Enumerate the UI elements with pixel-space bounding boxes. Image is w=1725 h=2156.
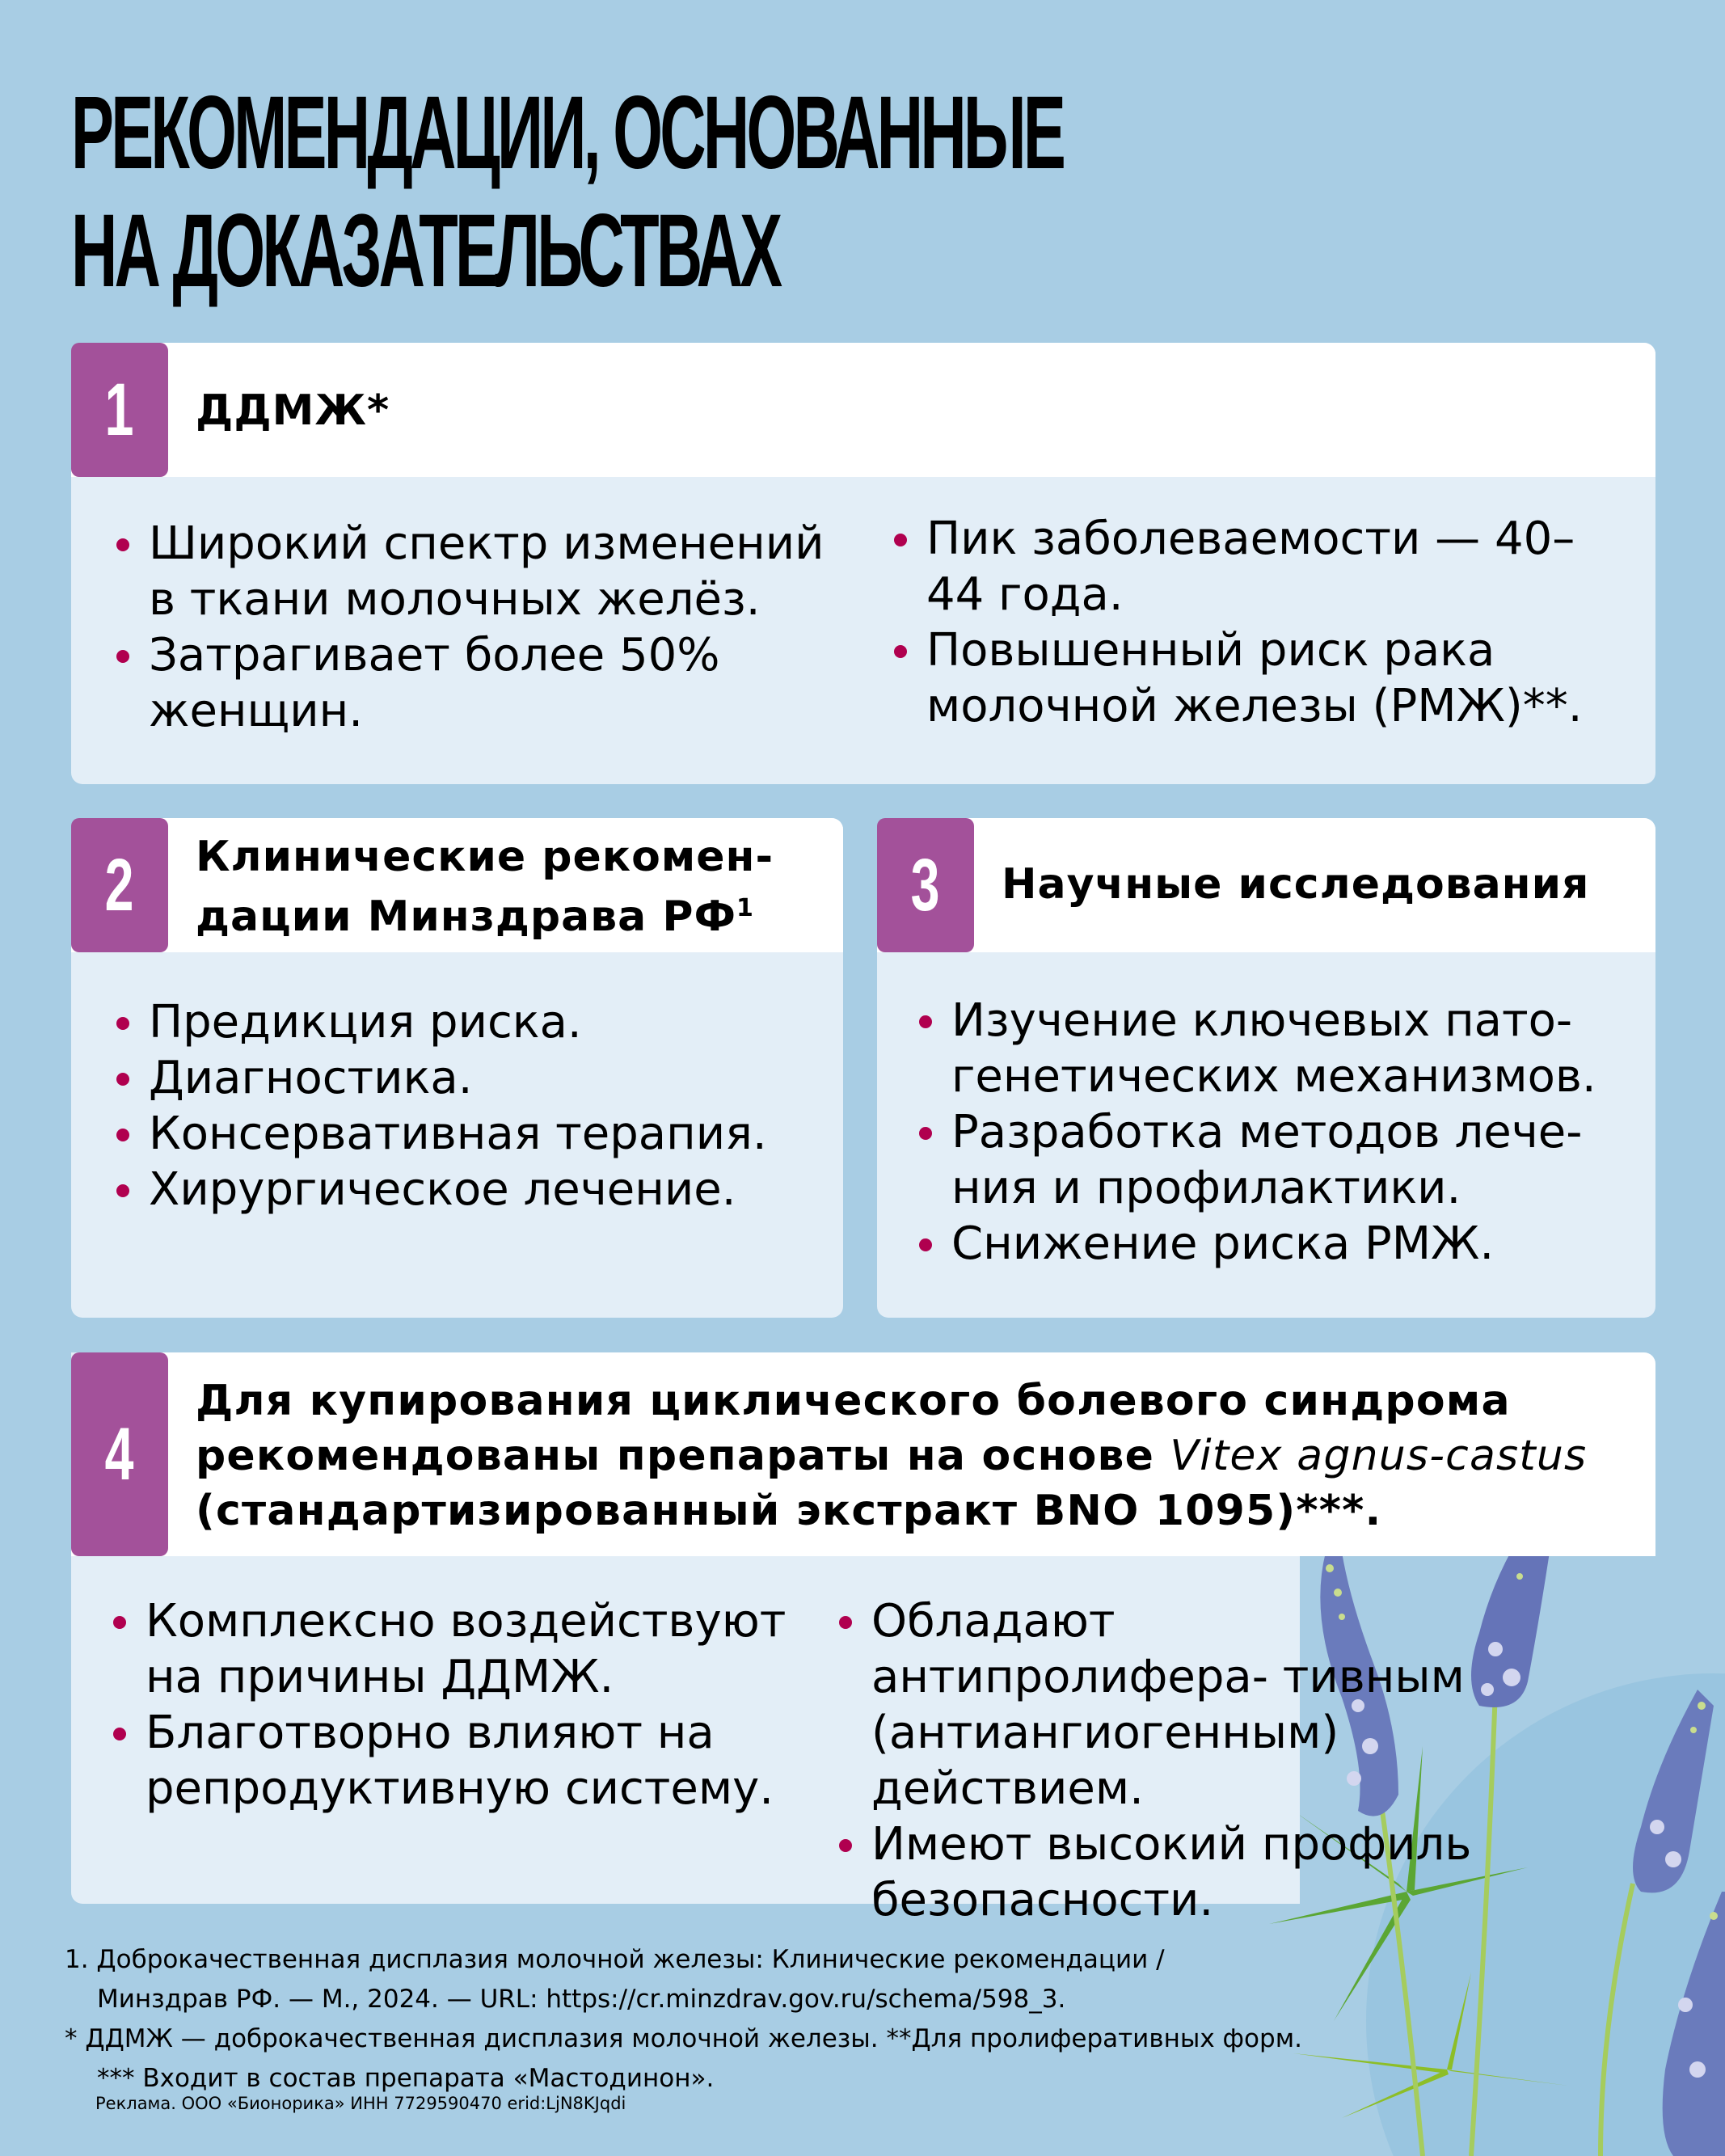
- section-number-badge-3: 3: [877, 818, 974, 952]
- section-card-2: [71, 818, 843, 1318]
- list-item: Обладают антипролифера- тивным (антиангиогенным) действием.: [839, 1593, 1526, 1816]
- list-item: Хирургическое лечение.: [116, 1162, 828, 1217]
- list-item: Благотворно влияют на репродуктивную систему.: [113, 1705, 841, 1816]
- section-1-list-right: [894, 511, 1622, 734]
- title-line-1: РЕКОМЕНДАЦИИ, ОСНОВАННЫЕ: [71, 75, 1064, 191]
- list-item: Снижение риска РМЖ.: [919, 1216, 1614, 1272]
- footnote-1-cont: Минздрав РФ. — М., 2024. — URL: https://cr.minzdrav.gov.ru/schema/598_3.: [97, 1985, 1066, 2014]
- section-4-list-right: [839, 1593, 1526, 1928]
- section-4-list-left: [113, 1593, 841, 1816]
- section-2-list: [116, 994, 828, 1217]
- footnotes: [65, 1940, 1302, 2099]
- title-line-2: НА ДОКАЗАТЕЛЬСТВАХ: [71, 193, 780, 309]
- section-header-1: [71, 343, 1655, 477]
- footnote-1: 1. Доброкачественная дисплазия молочной железы: Клинические рекомендации /: [65, 1945, 1165, 1974]
- section-heading-3: Научные исследования: [1002, 860, 1590, 909]
- list-item: Пик заболеваемости — 40–44 года.: [894, 511, 1622, 622]
- footnote-ref-1: 1: [736, 894, 754, 922]
- list-item: Имеют высокий профиль безопасности.: [839, 1816, 1526, 1928]
- section-3-list: [919, 993, 1614, 1272]
- section-header-3: [877, 818, 1655, 952]
- section-number-badge-4: 4: [71, 1352, 168, 1556]
- footnote-product: *** Входит в состав препарата «Мастодинон».: [97, 2064, 715, 2093]
- list-item: Диагностика.: [116, 1050, 828, 1106]
- list-item: Широкий спектр изменений в ткани молочных желёз.: [116, 516, 844, 627]
- section-card-4: [71, 1352, 1655, 1926]
- section-card-3: [877, 818, 1655, 1318]
- list-item: Повышенный риск рака молочной железы (РМЖ)**.: [894, 622, 1622, 734]
- section-number-badge-2: 2: [71, 818, 168, 952]
- section-heading-4: Для купирования циклического болевого синдрома рекомендованы препараты на основе Vitex agnus-castus (стандартизированный экстракт BNO 1095)***.: [196, 1377, 1588, 1535]
- list-item: Разработка методов лече- ния и профилактики.: [919, 1104, 1614, 1216]
- footnote-abbrev: * ДДМЖ — доброкачественная дисплазия молочной железы. **Для пролиферативных форм.: [65, 2024, 1302, 2053]
- section-header-4: [71, 1352, 1655, 1556]
- ad-disclaimer: Реклама. ООО «Бионорика» ИНН 7729590470 erid:LjN8KJqdi: [95, 2094, 626, 2113]
- list-item: Изучение ключевых пато- генетических механизмов.: [919, 993, 1614, 1104]
- section-heading-2: Клинические рекомен- дации Минздрава $РФ^1$: [196, 833, 774, 941]
- section-card-1: [71, 343, 1655, 784]
- list-item: Комплексно воздействуют на причины ДДМЖ.: [113, 1593, 841, 1705]
- page-title: [71, 74, 1064, 310]
- section-1-list-left: [116, 516, 844, 739]
- list-item: Затрагивает более 50% женщин.: [116, 627, 844, 739]
- list-item: Консервативная терапия.: [116, 1106, 828, 1162]
- list-item: Предикция риска.: [116, 994, 828, 1050]
- section-header-2: [71, 818, 843, 952]
- latin-plant-name: Vitex agnus-castus: [1170, 1432, 1588, 1480]
- section-number-badge-1: 1: [71, 343, 168, 477]
- section-heading-1: ДДМЖ*: [196, 386, 390, 435]
